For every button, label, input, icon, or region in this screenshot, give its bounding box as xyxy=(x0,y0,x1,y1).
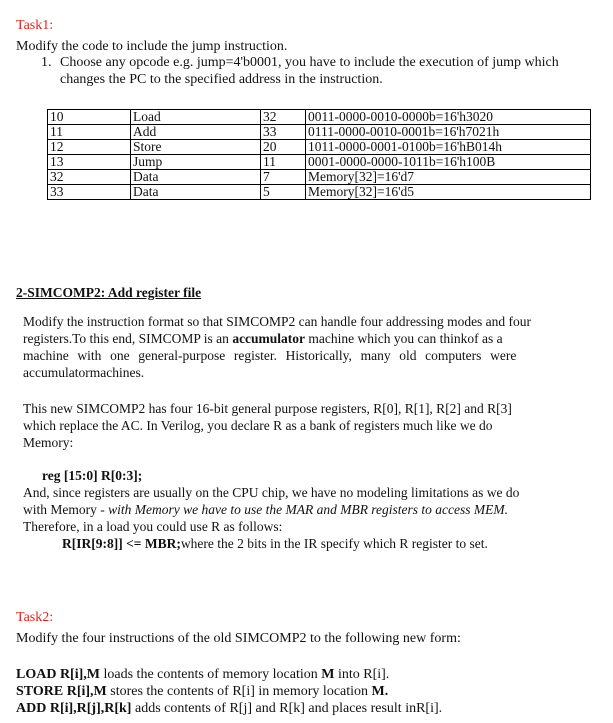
para3-line2 xyxy=(23,501,508,518)
para1-line3: machine with one general-purpose register. Historically, many old computers were xyxy=(23,348,517,363)
code-load: R[IR[9:8]] <= MBR; xyxy=(62,536,181,551)
cell-instruction: Data xyxy=(131,185,261,200)
store-instruction-line xyxy=(16,683,388,700)
cell-instruction: Store xyxy=(131,140,261,155)
cell-operand: 5 xyxy=(261,185,306,200)
para1-line4: accumulatormachines. xyxy=(23,365,145,380)
para3-line2-start: with Memory - xyxy=(23,502,109,517)
para3-line3: Therefore, in a load you could use R as follows: xyxy=(23,519,283,534)
table-row xyxy=(48,155,591,170)
cell-operand: 11 xyxy=(261,155,306,170)
cell-encoding: 0011-0000-0010-0000b=16'h3020 xyxy=(306,110,591,125)
cell-operand: 33 xyxy=(261,125,306,140)
accumulator-term: accumulator xyxy=(232,331,306,346)
table-row xyxy=(48,110,591,125)
task1-item-number: 1. xyxy=(41,55,52,70)
cell-address: 11 xyxy=(48,125,131,140)
cell-encoding: 0111-0000-0010-0001b=16'h7021h xyxy=(306,125,591,140)
load-description-end: into R[i]. xyxy=(334,667,390,682)
cell-encoding: 1011-0000-0001-0100b=16'hB014h xyxy=(306,140,591,155)
para1-line2-start: registers.To this end, SIMCOMP is an xyxy=(23,331,233,346)
table-row xyxy=(48,125,591,140)
para1-line2-end: machine which you can thinkof as a xyxy=(305,331,503,346)
para2-line2: which replace the AC. In Verilog, you declare R as a bank of registers much like we do xyxy=(23,418,493,433)
task2-intro: Modify the four instructions of the old SIMCOMP2 to the following new form: xyxy=(16,631,461,646)
add-description: adds contents of R[j] and R[k] and places result inR[i]. xyxy=(131,701,443,716)
add-instruction: ADD R[i],R[j],R[k] xyxy=(16,701,132,716)
cell-instruction: Jump xyxy=(131,155,261,170)
code-register-declaration: reg [15:0] R[0:3]; xyxy=(42,468,143,483)
cell-operand: 32 xyxy=(261,110,306,125)
para1-line2 xyxy=(23,330,503,347)
section-heading: 2-SIMCOMP2: Add register file xyxy=(16,285,202,300)
cell-encoding: 0001-0000-0000-1011b=16'h100B xyxy=(306,155,591,170)
code-load-line xyxy=(62,535,488,552)
code-load-note: where the 2 bits in the IR specify which R register to set. xyxy=(180,536,488,551)
task1-intro: Modify the code to include the jump instruction. xyxy=(16,39,288,54)
add-instruction-line xyxy=(16,700,442,717)
task1-title: Task1: xyxy=(16,18,54,33)
cell-address: 32 xyxy=(48,170,131,185)
cell-encoding: Memory[32]=16'd7 xyxy=(306,170,591,185)
para3-line1: And, since registers are usually on the CPU chip, we have no modeling limitations as we do xyxy=(23,485,520,500)
task2-title: Task2: xyxy=(16,610,54,625)
store-instruction: STORE R[i],M xyxy=(16,684,107,699)
para2-line1: This new SIMCOMP2 has four 16-bit general purpose registers, R[0], R[1], R[2] and R[3] xyxy=(23,401,512,416)
store-description: stores the contents of R[i] in memory location xyxy=(106,684,372,699)
cell-operand: 20 xyxy=(261,140,306,155)
load-instruction: LOAD R[i],M xyxy=(16,667,100,682)
cell-address: 10 xyxy=(48,110,131,125)
cell-instruction: Data xyxy=(131,170,261,185)
para2-line3: Memory: xyxy=(23,435,74,450)
cell-instruction: Add xyxy=(131,125,261,140)
para3-line2-italic: with Memory we have to use the MAR and MBR registers to access MEM. xyxy=(108,502,509,517)
table-row xyxy=(48,170,591,185)
table-row xyxy=(48,185,591,200)
cell-address: 13 xyxy=(48,155,131,170)
load-instruction-line xyxy=(16,666,389,683)
task1-item-line1: Choose any opcode e.g. jump=4'b0001, you have to include the execution of jump which xyxy=(60,55,559,70)
cell-instruction: Load xyxy=(131,110,261,125)
para1-line1: Modify the instruction format so that SIMCOMP2 can handle four addressing modes and four xyxy=(23,314,532,329)
load-memory-operand: M xyxy=(321,667,335,682)
cell-operand: 7 xyxy=(261,170,306,185)
table-row xyxy=(48,140,591,155)
program-table xyxy=(47,109,591,200)
cell-address: 12 xyxy=(48,140,131,155)
cell-address: 33 xyxy=(48,185,131,200)
task1-item-line2: changes the PC to the specified address in the instruction. xyxy=(60,72,383,87)
store-memory-operand: M. xyxy=(371,684,389,699)
cell-encoding: Memory[32]=16'd5 xyxy=(306,185,591,200)
load-description: loads the contents of memory location xyxy=(100,667,322,682)
